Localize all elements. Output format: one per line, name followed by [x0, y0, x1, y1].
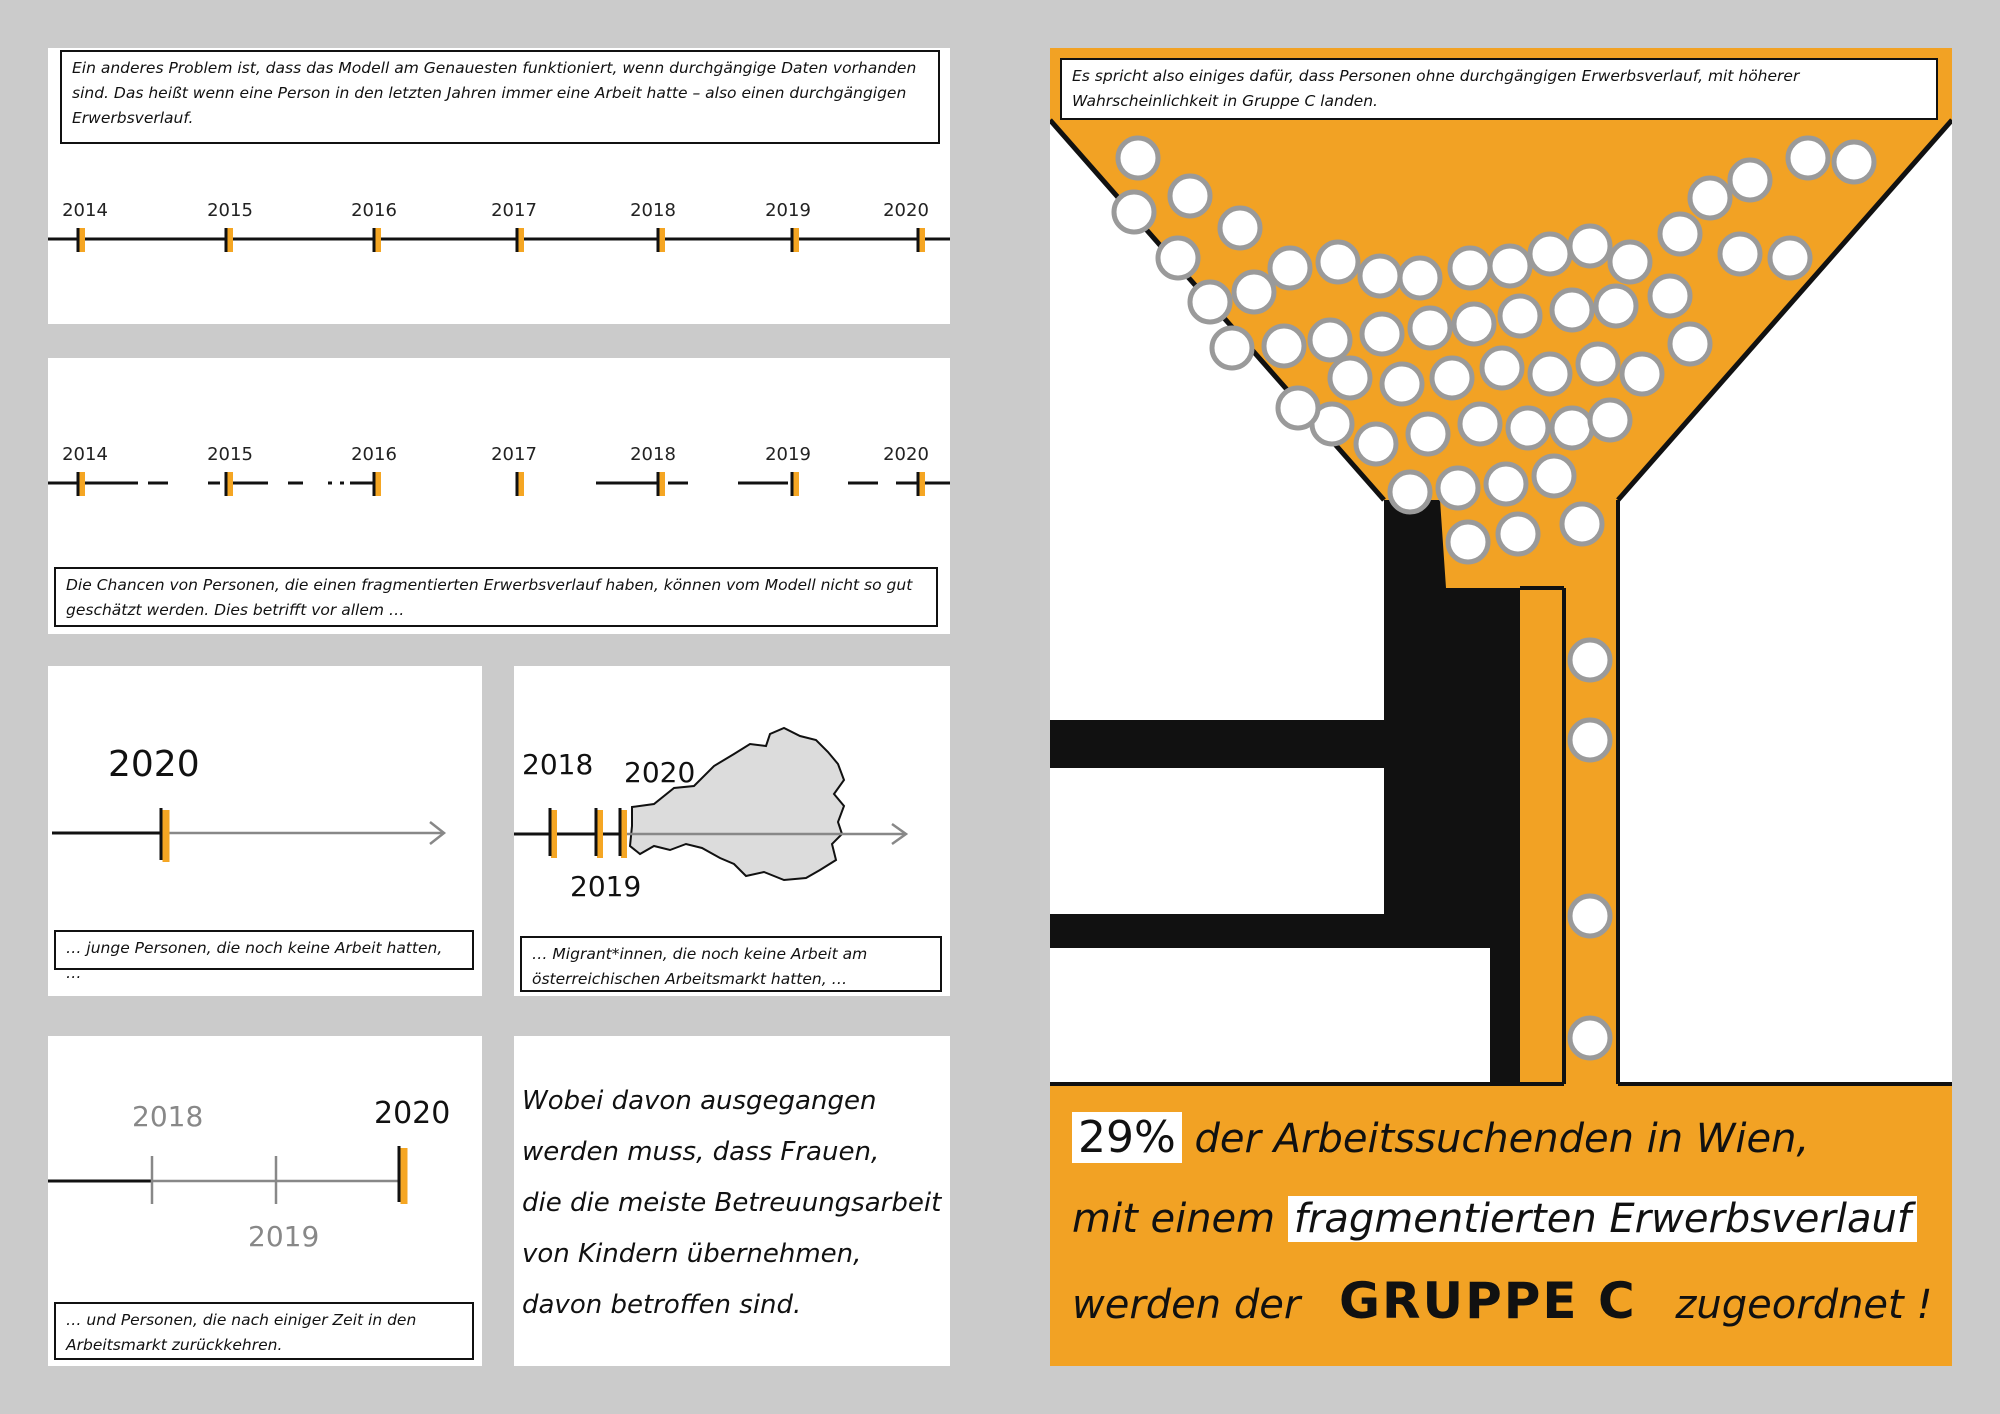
ball	[1264, 326, 1304, 366]
year-label: 2017	[491, 200, 537, 221]
year-2019-label: 2019	[570, 870, 642, 903]
year-2018-label: 2018	[522, 748, 594, 781]
year-2020-label: 2020	[624, 756, 696, 789]
ball	[1730, 160, 1770, 200]
austria-map-shape	[630, 728, 844, 880]
group-c-label: GRUPPE C	[1339, 1272, 1637, 1330]
ball	[1212, 328, 1252, 368]
ball	[1190, 282, 1230, 322]
ball	[1650, 276, 1690, 316]
year-label: 2014	[62, 444, 108, 465]
year-label: 2015	[207, 200, 253, 221]
ball	[1454, 304, 1494, 344]
ball	[1278, 388, 1318, 428]
ball	[1570, 896, 1610, 936]
panel-funnel	[1050, 48, 1952, 1366]
ball	[1400, 258, 1440, 298]
year-label: 2014	[62, 200, 108, 221]
ball	[1508, 408, 1548, 448]
year-2020-label: 2020	[374, 1096, 451, 1131]
year-label: 2017	[491, 444, 537, 465]
ball	[1382, 364, 1422, 404]
ball	[1552, 290, 1592, 330]
panel-returners	[48, 1036, 482, 1366]
caption-young: … junge Personen, die noch keine Arbeit hatten, …	[54, 930, 474, 970]
ball	[1408, 414, 1448, 454]
ball	[1410, 308, 1450, 348]
ball	[1310, 320, 1350, 360]
ball	[1552, 408, 1592, 448]
ball	[1330, 358, 1370, 398]
ball	[1530, 234, 1570, 274]
year-label: 2018	[630, 444, 676, 465]
ball	[1530, 354, 1570, 394]
ball	[1490, 246, 1530, 286]
funnel-illustration	[1050, 48, 1952, 1366]
ball	[1690, 178, 1730, 218]
ball	[1610, 242, 1650, 282]
year-2020-label: 2020	[108, 744, 200, 785]
ball	[1596, 286, 1636, 326]
ball	[1534, 456, 1574, 496]
ball	[1720, 234, 1760, 274]
ball	[1482, 348, 1522, 388]
caption-returners: … und Personen, die nach einiger Zeit in den Arbeitsmarkt zurückkehren.	[54, 1302, 474, 1360]
ball	[1570, 226, 1610, 266]
panel-young-people	[48, 666, 482, 996]
result-text-2b: fragmentierten Erwerbsverlauf	[1288, 1196, 1917, 1242]
ball	[1460, 404, 1500, 444]
year-label: 2020	[883, 200, 929, 221]
panel-women-note	[514, 1036, 950, 1366]
result-text-3a: werden der	[1072, 1282, 1301, 1328]
caption-fragmented: Die Chancen von Personen, die einen fragmentierten Erwerbsverlauf haben, können vom Modell nicht so gut geschätzt werden. Dies betrifft vor allem …	[54, 567, 938, 627]
year-label: 2016	[351, 444, 397, 465]
note-line: davon betroffen sind.	[522, 1290, 802, 1320]
year-label: 2015	[207, 444, 253, 465]
ball	[1270, 248, 1310, 288]
ball	[1170, 176, 1210, 216]
ball	[1622, 354, 1662, 394]
ball	[1356, 424, 1396, 464]
ball	[1158, 238, 1198, 278]
ball	[1450, 248, 1490, 288]
ball	[1498, 514, 1538, 554]
ball	[1578, 344, 1618, 384]
note-line: werden muss, dass Frauen,	[522, 1137, 880, 1167]
year-label: 2016	[351, 200, 397, 221]
ball	[1234, 272, 1274, 312]
stat-percentage: 29%	[1072, 1112, 1182, 1163]
caption-migrants: … Migrant*innen, die noch keine Arbeit am österreichischen Arbeitsmarkt hatten, …	[520, 936, 942, 992]
ball	[1362, 314, 1402, 354]
continuous-timeline	[48, 48, 950, 324]
ball	[1788, 138, 1828, 178]
year-label: 2018	[630, 200, 676, 221]
year-label: 2019	[765, 200, 811, 221]
caption-continuous: Ein anderes Problem ist, dass das Modell am Genauesten funktioniert, wenn durchgängige Daten vorhanden sind. Das heißt wenn eine Person in den letzten Jahren immer eine Arbeit hatte – also einen durchgängigen Erwerbsverlauf.	[60, 50, 940, 144]
ball	[1570, 720, 1610, 760]
year-ticks	[78, 472, 922, 496]
result-line-3	[1072, 1272, 1932, 1330]
ball	[1438, 468, 1478, 508]
year-label: 2019	[765, 444, 811, 465]
year-2019-label: 2019	[248, 1220, 320, 1253]
ball	[1448, 522, 1488, 562]
panel-continuous-timeline	[48, 48, 950, 324]
ball	[1114, 192, 1154, 232]
ball	[1562, 504, 1602, 544]
ball	[1486, 464, 1526, 504]
ball	[1570, 640, 1610, 680]
caption-funnel: Es spricht also einiges dafür, dass Personen ohne durchgängigen Erwerbsverlauf, mit höherer Wahrscheinlichkeit in Gruppe C landen.	[1060, 58, 1938, 120]
ball	[1118, 138, 1158, 178]
ball	[1318, 242, 1358, 282]
ball	[1834, 142, 1874, 182]
note-line: die die meiste Betreuungsarbeit	[522, 1188, 942, 1218]
ball	[1660, 214, 1700, 254]
year-label: 2020	[883, 444, 929, 465]
ball	[1360, 256, 1400, 296]
result-text-2a: mit einem	[1072, 1196, 1276, 1242]
result-text-1: der Arbeitssuchenden in Wien,	[1194, 1116, 1810, 1162]
ball	[1670, 324, 1710, 364]
year-2018-label: 2018	[132, 1100, 204, 1133]
panel-migrants	[514, 666, 950, 996]
result-line-1	[1072, 1112, 1809, 1163]
ball	[1770, 238, 1810, 278]
result-text-3b: zugeordnet !	[1675, 1282, 1933, 1328]
women-note	[522, 1076, 946, 1331]
panel-fragmented-timeline	[48, 358, 950, 634]
note-line: Wobei davon ausgegangen	[522, 1086, 877, 1116]
ball	[1390, 472, 1430, 512]
result-line-2	[1072, 1196, 1917, 1242]
ball	[1590, 400, 1630, 440]
ball	[1570, 1018, 1610, 1058]
ball	[1432, 358, 1472, 398]
ball	[1500, 296, 1540, 336]
note-line: von Kindern übernehmen,	[522, 1239, 862, 1269]
ball	[1220, 208, 1260, 248]
